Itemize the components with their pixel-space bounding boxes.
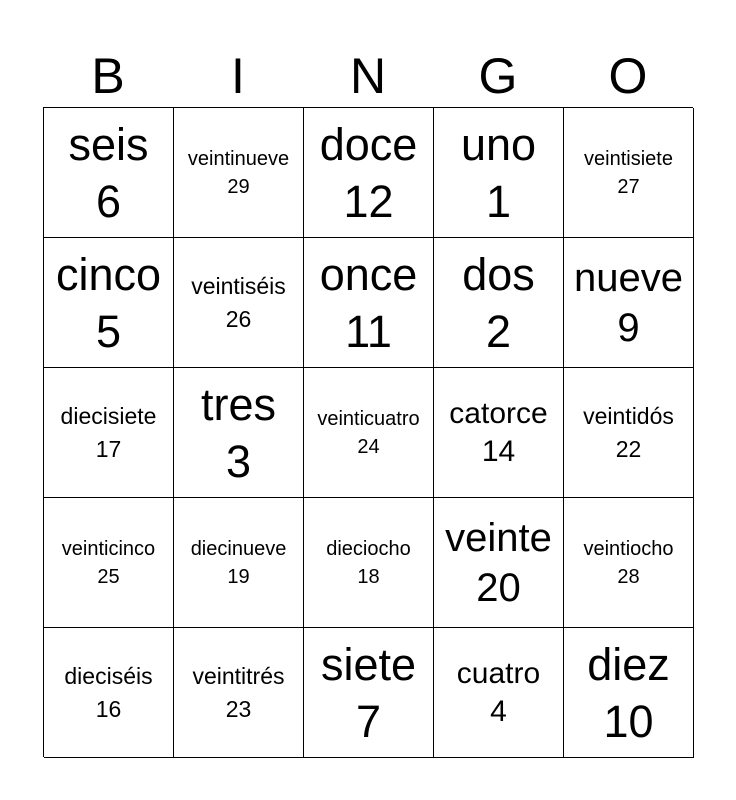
header-letter-g: G bbox=[478, 48, 518, 104]
cell-number: 20 bbox=[476, 565, 521, 610]
bingo-cell[interactable] bbox=[174, 628, 304, 758]
cell-word: diecinueve bbox=[190, 537, 287, 560]
bingo-cell[interactable] bbox=[434, 238, 564, 368]
cell-word: diez bbox=[587, 638, 670, 690]
bingo-cell[interactable] bbox=[564, 238, 694, 368]
cell-word: veintisiete bbox=[584, 147, 673, 170]
cell-number: 24 bbox=[357, 435, 380, 458]
cell-word: dieciocho bbox=[326, 537, 411, 560]
cell-number: 22 bbox=[615, 435, 642, 462]
cell-number: 6 bbox=[95, 175, 122, 227]
bingo-cell[interactable] bbox=[44, 238, 174, 368]
bingo-cell[interactable] bbox=[434, 108, 564, 238]
bingo-cell[interactable] bbox=[434, 498, 564, 628]
cell-number: 4 bbox=[490, 694, 507, 728]
bingo-cell[interactable] bbox=[44, 498, 174, 628]
cell-number: 18 bbox=[357, 565, 380, 588]
cell-word: siete bbox=[320, 638, 417, 690]
header-letter-i: I bbox=[231, 48, 245, 104]
bingo-cell[interactable] bbox=[44, 368, 174, 498]
cell-word: tres bbox=[200, 378, 276, 430]
bingo-cell[interactable] bbox=[564, 108, 694, 238]
cell-word: once bbox=[319, 248, 418, 300]
cell-number: 14 bbox=[481, 434, 516, 468]
cell-number: 7 bbox=[355, 695, 382, 747]
bingo-cell[interactable] bbox=[44, 628, 174, 758]
header-letter-o: O bbox=[608, 48, 648, 104]
cell-number: 2 bbox=[485, 305, 512, 357]
bingo-cell[interactable] bbox=[44, 108, 174, 238]
cell-word: dieciséis bbox=[64, 662, 153, 689]
cell-number: 27 bbox=[617, 175, 640, 198]
bingo-cell[interactable] bbox=[174, 498, 304, 628]
bingo-cell[interactable] bbox=[304, 498, 434, 628]
cell-word: veintinueve bbox=[187, 147, 290, 170]
cell-number: 16 bbox=[95, 695, 122, 722]
cell-word: nueve bbox=[574, 255, 683, 300]
bingo-cell[interactable] bbox=[564, 628, 694, 758]
cell-number: 19 bbox=[227, 565, 250, 588]
cell-word: veinticuatro bbox=[317, 407, 420, 430]
bingo-cell[interactable] bbox=[564, 368, 694, 498]
cell-word: seis bbox=[68, 118, 149, 170]
header-letter-n: N bbox=[349, 48, 387, 104]
cell-number: 9 bbox=[617, 305, 640, 350]
cell-word: veintitrés bbox=[192, 662, 285, 689]
bingo-cell[interactable] bbox=[174, 368, 304, 498]
cell-word: veintiocho bbox=[583, 537, 674, 560]
cell-word: cuatro bbox=[456, 656, 541, 690]
cell-word: doce bbox=[319, 118, 418, 170]
cell-number: 26 bbox=[225, 305, 252, 332]
cell-number: 23 bbox=[225, 695, 252, 722]
cell-number: 1 bbox=[485, 175, 512, 227]
bingo-cell[interactable] bbox=[304, 368, 434, 498]
bingo-cell[interactable] bbox=[304, 108, 434, 238]
bingo-cell[interactable] bbox=[304, 238, 434, 368]
cell-word: uno bbox=[460, 118, 537, 170]
cell-word: veinte bbox=[445, 515, 552, 560]
bingo-header bbox=[43, 46, 693, 106]
cell-word: veintidós bbox=[583, 402, 674, 429]
cell-number: 10 bbox=[603, 695, 654, 747]
cell-number: 3 bbox=[225, 435, 252, 487]
cell-word: diecisiete bbox=[60, 402, 157, 429]
cell-number: 17 bbox=[95, 435, 122, 462]
cell-number: 5 bbox=[95, 305, 122, 357]
cell-number: 29 bbox=[227, 175, 250, 198]
cell-number: 12 bbox=[343, 175, 394, 227]
bingo-cell[interactable] bbox=[174, 108, 304, 238]
cell-word: veinticinco bbox=[61, 537, 156, 560]
bingo-cell[interactable] bbox=[174, 238, 304, 368]
cell-number: 25 bbox=[97, 565, 120, 588]
cell-word: catorce bbox=[449, 396, 548, 430]
bingo-cell[interactable] bbox=[564, 498, 694, 628]
header-letter-b: B bbox=[91, 48, 125, 104]
cell-number: 11 bbox=[345, 305, 392, 357]
bingo-board bbox=[43, 107, 693, 757]
bingo-cell[interactable] bbox=[304, 628, 434, 758]
bingo-cell[interactable] bbox=[434, 368, 564, 498]
cell-word: dos bbox=[462, 248, 535, 300]
cell-word: veintiséis bbox=[191, 272, 286, 299]
cell-number: 28 bbox=[617, 565, 640, 588]
bingo-cell[interactable] bbox=[434, 628, 564, 758]
cell-word: cinco bbox=[55, 248, 162, 300]
